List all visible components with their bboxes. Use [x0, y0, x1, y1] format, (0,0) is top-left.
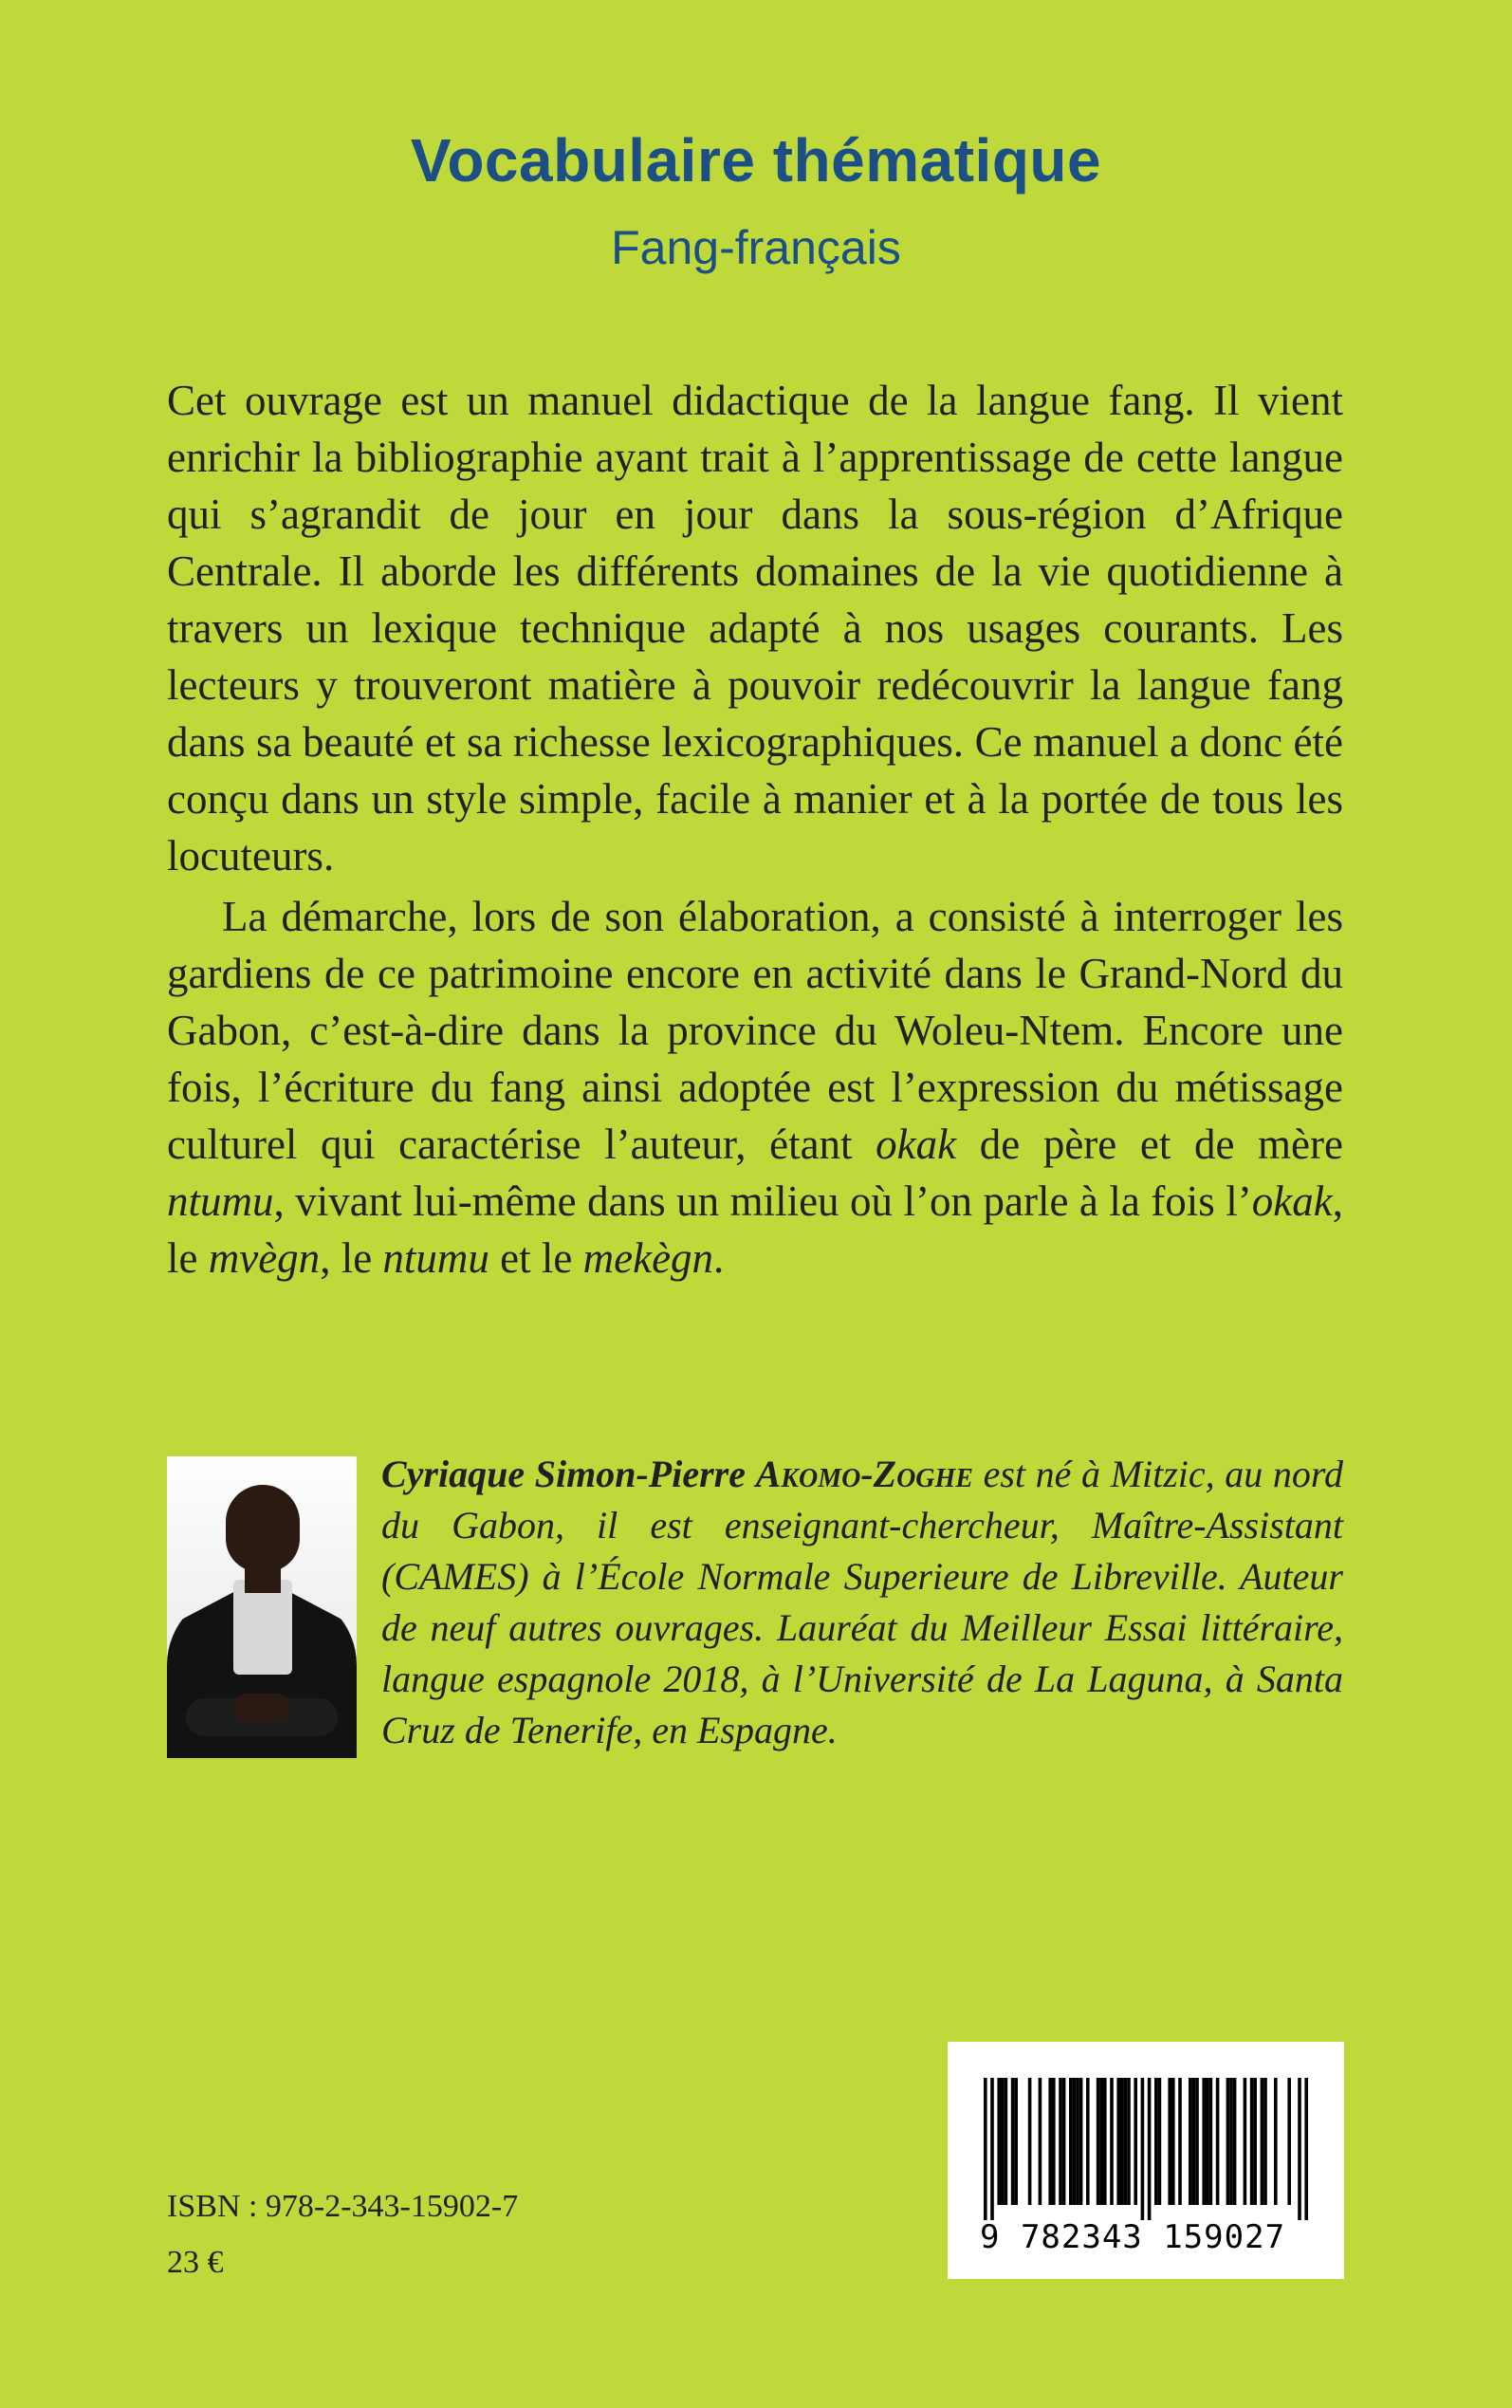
- barcode-bar: [1028, 2078, 1032, 2205]
- paragraph-2-text: , le: [320, 1234, 383, 1282]
- barcode-bar: [1073, 2078, 1077, 2205]
- barcode-bar: [1076, 2078, 1079, 2205]
- author-bio-text: est né à Mitzic, au nord du Gabon, il est enseignant-chercheur, Maître-Assistant (CAMES) à l’École Normale Superieure de Libreville. Auteur de neuf autres ouvrages. Lauréat du Meilleur Essai littéraire, langue espagnole 2018, à l’Université de La Laguna, à Santa Cruz de Tenerife, en Espagne.: [381, 1453, 1344, 1751]
- barcode: [948, 2042, 1344, 2279]
- barcode-bar: [1229, 2078, 1233, 2205]
- barcode-bar: [1261, 2078, 1264, 2205]
- barcode-bar: [1097, 2078, 1100, 2205]
- author-bio: [381, 1449, 1343, 1756]
- barcode-bar: [984, 2078, 987, 2220]
- paragraph-2-text: de père et de mère: [956, 1121, 1343, 1168]
- barcode-bar: [1250, 2078, 1254, 2205]
- barcode-bar: [1062, 2078, 1066, 2205]
- barcode-bar: [1253, 2078, 1257, 2205]
- barcode-bar: [1127, 2078, 1131, 2205]
- barcode-bar: [1014, 2078, 1018, 2205]
- barcode-bar: [1216, 2078, 1220, 2205]
- barcode-bar: [990, 2078, 994, 2220]
- barcode-bar: [1206, 2078, 1209, 2205]
- photo-head: [226, 1485, 300, 1572]
- barcode-bar: [1086, 2078, 1090, 2205]
- barcode-bar: [1079, 2078, 1083, 2205]
- term-okak: okak: [1251, 1177, 1333, 1225]
- barcode-bar: [1298, 2078, 1301, 2220]
- barcode-bar: [1195, 2078, 1199, 2205]
- barcode-bar: [1052, 2078, 1056, 2205]
- barcode-bar: [1001, 2078, 1005, 2205]
- description-paragraph-2: [167, 888, 1343, 1287]
- photo-collar: [233, 1580, 292, 1675]
- barcode-bar: [1134, 2078, 1137, 2205]
- barcode-bar: [1189, 2078, 1192, 2205]
- barcode-bar: [1059, 2078, 1062, 2205]
- barcode-bar: [1005, 2078, 1008, 2205]
- barcode-bar: [1263, 2078, 1267, 2205]
- barcode-digits: 9 782343 159027: [980, 2218, 1286, 2256]
- isbn: ISBN : 978-2-343-15902-7: [167, 2189, 519, 2224]
- term-ntumu: ntumu: [382, 1234, 489, 1282]
- barcode-bar: [1244, 2078, 1247, 2205]
- term-okak: okak: [876, 1121, 957, 1168]
- term-mvegn: mvègn: [208, 1234, 321, 1282]
- book-subtitle: Fang-français: [611, 221, 901, 274]
- paragraph-2-text: et le: [489, 1234, 583, 1282]
- barcode-bar: [1168, 2078, 1171, 2205]
- paragraph-2-text: .: [713, 1234, 725, 1282]
- barcode-bar: [1154, 2078, 1158, 2205]
- barcode-bar: [1158, 2078, 1162, 2205]
- book-title: Vocabulaire thématique: [410, 126, 1102, 194]
- barcode-bar: [1048, 2078, 1052, 2205]
- description-paragraph-1: Cet ouvrage est un manuel didactique de la langue fang. Il vient enrichir la bibliographie ayant trait à l’apprentissage de cette langue qui s’agrandit de jour en jour dans la sous-région d’Afrique Centrale. Il aborde les différents domaines de la vie quotidienne à travers un lexique technique adapté à nos usages courants. Les lecteurs y trouveront matière à pouvoir redécouvrir la langue fang dans sa beauté et sa richesse lexicographiques. Ce manuel a donc été conçu dans un style simple, facile à manier et à la portée de tous les locuteurs.: [167, 377, 1343, 880]
- barcode-bar: [1226, 2078, 1230, 2205]
- barcode-bar: [997, 2078, 1001, 2205]
- author-photo: [167, 1456, 357, 1758]
- paragraph-2-text: La démarche, lors de son élaboration, a consisté à interroger les gardiens de ce patrimoine encore en activité dans le Grand-Nord du Gabon, c’est-à-dire dans la province du Woleu-Ntem. Encore une fois, l’écriture du fang ainsi adoptée est l’expression du métissage culturel qui caractérise l’auteur, étant: [167, 893, 1343, 1168]
- barcode-bar: [1141, 2078, 1145, 2220]
- barcode-bar: [1233, 2078, 1237, 2205]
- barcode-bar: [1202, 2078, 1206, 2205]
- barcode-bar: [1069, 2078, 1073, 2205]
- author-first-names: Cyriaque Simon-Pierre: [381, 1453, 746, 1495]
- barcode-bar: [1099, 2078, 1103, 2205]
- barcode-bar: [1274, 2078, 1278, 2205]
- term-mekegn: mekègn: [582, 1234, 714, 1282]
- barcode-bar: [1304, 2078, 1308, 2220]
- barcode-bars: [967, 2078, 1325, 2220]
- barcode-bar: [1287, 2078, 1291, 2205]
- barcode-bar: [1039, 2078, 1042, 2205]
- barcode-bar: [1116, 2078, 1120, 2205]
- barcode-bar: [1124, 2078, 1128, 2205]
- barcode-bar: [1178, 2078, 1182, 2205]
- term-ntumu: ntumu: [167, 1177, 274, 1225]
- barcode-bar: [1120, 2078, 1124, 2205]
- price: 23 €: [167, 2245, 224, 2280]
- barcode-bar: [1110, 2078, 1114, 2205]
- author-last-name: Akomo-Zoghe: [755, 1453, 973, 1495]
- paragraph-2-text: , le: [167, 1177, 1343, 1282]
- barcode-bar: [1103, 2078, 1107, 2205]
- paragraph-2-text: , vivant lui-même dans un milieu où l’on parle à la fois l’: [273, 1177, 1252, 1225]
- barcode-bar: [1209, 2078, 1213, 2205]
- photo-hands: [233, 1694, 290, 1722]
- barcode-bar: [1011, 2078, 1015, 2205]
- description-text: [167, 372, 1343, 1287]
- barcode-bar: [1148, 2078, 1152, 2220]
- barcode-bar: [1171, 2078, 1175, 2205]
- barcode-bar: [1192, 2078, 1196, 2205]
